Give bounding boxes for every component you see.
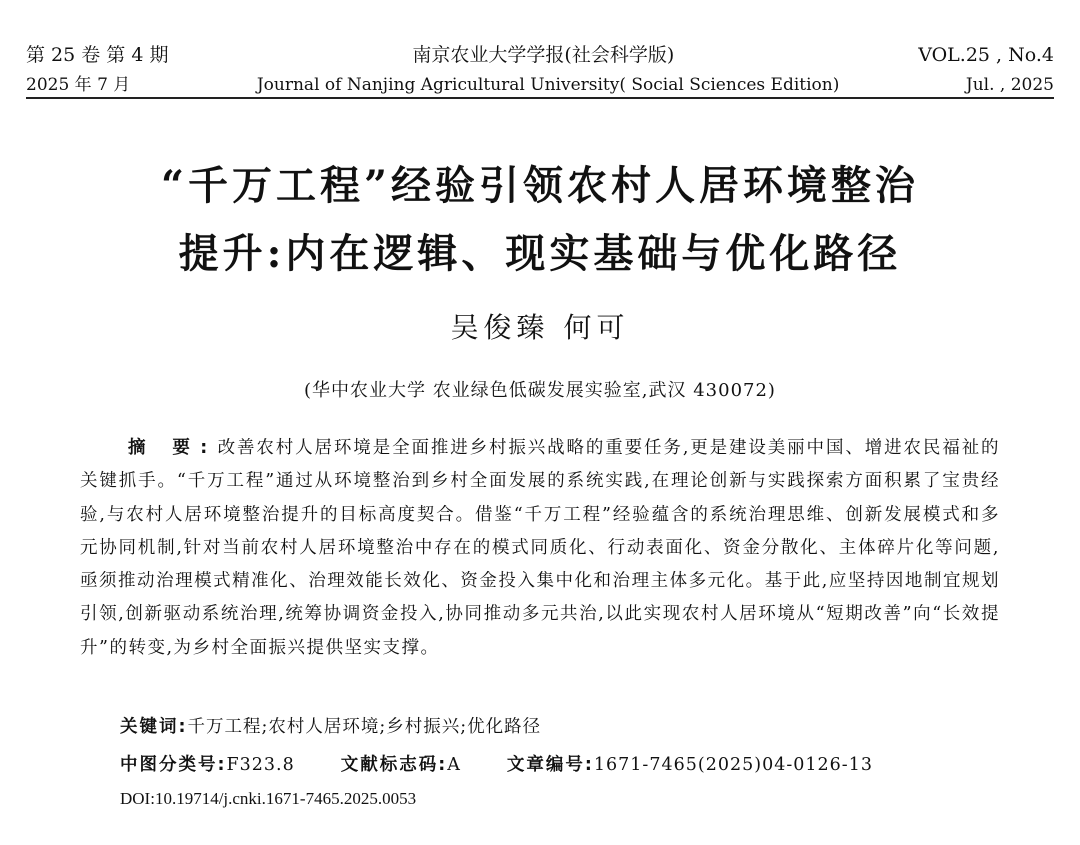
clc-label: 中图分类号: (120, 755, 227, 775)
doi: DOI:10.19714/j.cnki.1671-7465.2025.0053 (120, 789, 417, 808)
doc-code-value: A (447, 755, 461, 775)
clc-value: F323.8 (226, 755, 295, 775)
keywords (120, 713, 541, 738)
volume-issue: 第 25 卷 第 4 期 (26, 44, 169, 66)
article-number-value: 1671-7465(2025)04-0126-13 (593, 755, 873, 775)
document-code (341, 751, 461, 776)
abstract (80, 432, 1000, 665)
keywords-text: 千万工程;农村人居环境;乡村振兴;优化路径 (187, 717, 542, 737)
publication-date-cn: 2025 年 7 月 (26, 75, 131, 95)
doc-code-label: 文献标志码: (340, 755, 448, 775)
clc-number (120, 751, 295, 776)
article-authors: 吴俊臻 何可 (450, 311, 630, 344)
publication-date-en: Jul. , 2025 (965, 75, 1054, 95)
abstract-text: 改善农村人居环境是全面推进乡村振兴战略的重要任务,更是建设美丽中国、增进农民福祉的关键抓手。“千万工程”通过从环境整治到乡村全面发展的系统实践,在理论创新与实践探索方面积累了宝贵经验,与农村人居环境整治提升的目标高度契合。借鉴“千万工程”经验蕴含的系统治理思维、创新发展模式和多元协同机制,针对当前农村人居环境整治中存在的模式同质化、行动表面化、资金分散化、主体碎片化等问题,亟须推动治理模式精准化、治理效能长效化、资金投入集中化和治理主体多元化。基于此,应坚持因地制宜规划引领,创新驱动系统治理,统筹协调资金投入,协同推动多元共治,以此实现农村人居环境从“短期改善”向“长效提升”的转变,为乡村全面振兴提供坚实支撑。 (80, 438, 1001, 658)
journal-name-en: Journal of Nanjing Agricultural University( Social Sciences Edition) (256, 75, 840, 95)
journal-header-row-2 (26, 70, 1054, 95)
article-title-line-2: 提升:内在逻辑、现实基础与优化路径 (178, 230, 902, 277)
article-number (507, 751, 873, 776)
header-rule (26, 97, 1054, 99)
classification-line (120, 751, 873, 776)
keywords-label: 关键词: (120, 717, 188, 737)
author-affiliation: (华中农业大学 农业绿色低碳发展实验室,武汉 430072) (304, 380, 776, 401)
article-number-label: 文章编号: (506, 755, 594, 775)
volume-issue-en: VOL.25 , No.4 (918, 44, 1054, 66)
journal-name-cn: 南京农业大学学报(社会科学版) (412, 44, 675, 66)
article-title-line-1: “千万工程”经验引领农村人居环境整治 (160, 162, 919, 209)
journal-header-row-1 (26, 40, 1054, 67)
abstract-label: 摘 要: (128, 438, 218, 458)
